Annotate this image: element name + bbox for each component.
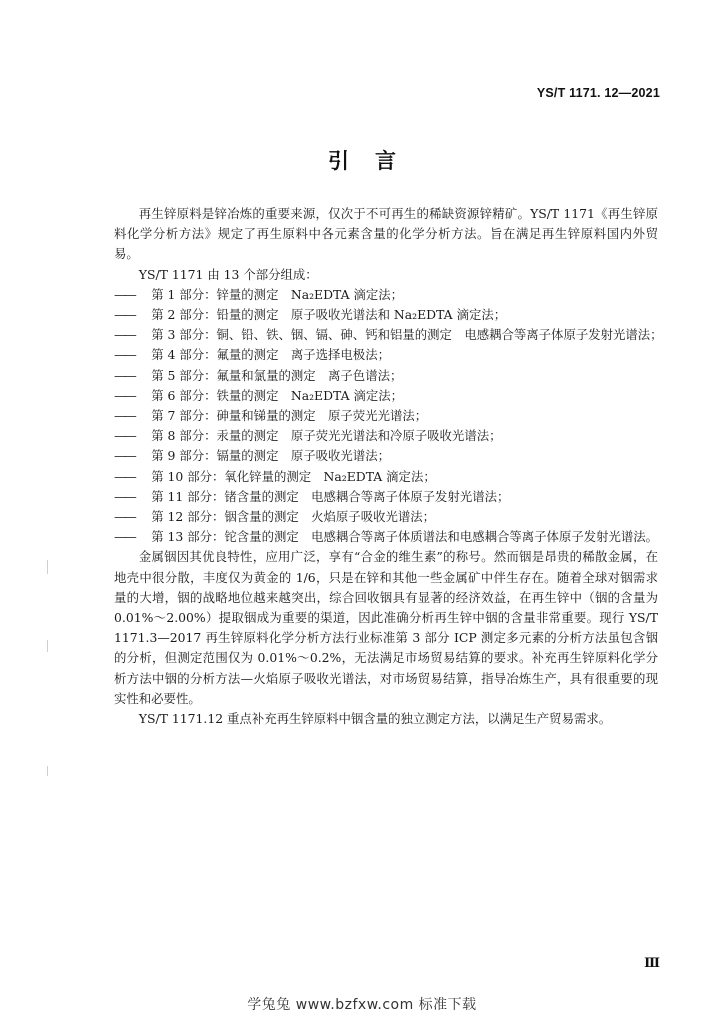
part-label: 第 12 部分：铟含量的测定 火焰原子吸收光谱法； <box>151 509 436 525</box>
part-label: 第 13 部分：铊含量的测定 电感耦合等离子体质谱法和电感耦合等离子体原子发射光谱法。 <box>151 529 659 545</box>
document-body <box>114 204 663 729</box>
dash-marker: —— <box>114 286 135 302</box>
list-item <box>114 467 658 487</box>
part-label: 第 4 部分：氟量的测定 离子选择电极法； <box>151 347 390 363</box>
page-number: Ⅲ <box>644 956 660 971</box>
dash-marker: —— <box>114 509 135 525</box>
list-item <box>114 285 658 305</box>
list-item <box>114 366 658 386</box>
list-item <box>114 487 658 507</box>
part-label: 第 7 部分：砷量和锑量的测定 原子荧光光谱法； <box>151 408 428 424</box>
dash-marker: —— <box>114 488 135 504</box>
dash-marker: —— <box>114 529 135 545</box>
part-label: 第 5 部分：氟量和氯量的测定 离子色谱法； <box>151 367 403 383</box>
dash-marker: —— <box>114 367 135 383</box>
list-item <box>114 345 658 365</box>
part-label: 第 3 部分：铜、铅、铁、铟、镉、砷、钙和铝量的测定 电感耦合等离子体原子发射光谱法； <box>151 327 663 343</box>
list-item <box>114 527 658 547</box>
scan-margin-line <box>47 640 48 652</box>
dash-marker: —— <box>114 387 135 403</box>
indium-paragraph: 金属铟因其优良特性，应用广泛，享有“合金的维生素”的称号。然而铟是昂贵的稀散金属，在地壳中很分散，丰度仅为黄金的 1/6，只是在锌和其他一些金属矿中伴生存在。随着全球对铟需求量的大增，铟的战略地位越来越突出，综合回收铟具有显著的经济效益，在再生锌中（铟的含量为 0.01%～2.00%）提取铟成为重要的渠道，因此准确分析再生锌中铟的含量非常重要。现行 YS/T 1171.3—2017 再生锌原料化学分析方法行业标准第 3 部分 ICP 测定多元素的分析方法虽包含铟的分析，但测定范围仅为 0.01%～0.2%，无法满足市场贸易结算的要求。补充再生锌原料化学分析方法中铟的分析方法—火焰原子吸收光谱法，对市场贸易结算，指导冶炼生产，具有很重要的现实性和必要性。 <box>114 549 658 706</box>
part-label: 第 11 部分：锗含量的测定 电感耦合等离子体原子发射光谱法； <box>151 488 510 504</box>
list-item <box>114 386 658 406</box>
dash-marker: —— <box>114 327 135 343</box>
list-item <box>114 426 658 446</box>
list-item <box>114 406 658 426</box>
dash-marker: —— <box>114 408 135 424</box>
list-item <box>114 507 658 527</box>
summary-paragraph: YS/T 1171.12 重点补充再生锌原料中铟含量的独立测定方法，以满足生产贸易需求。 <box>138 711 612 727</box>
scan-margin-line <box>47 560 48 574</box>
part-label: 第 6 部分：铁量的测定 Na₂EDTA 滴定法； <box>151 387 404 403</box>
dash-marker: —— <box>114 428 135 444</box>
part-label: 第 10 部分：氧化锌量的测定 Na₂EDTA 滴定法； <box>151 468 436 484</box>
parts-list <box>114 285 663 548</box>
dash-marker: —— <box>114 468 135 484</box>
part-label: 第 9 部分：镉量的测定 原子吸收光谱法； <box>151 448 390 464</box>
part-label: 第 8 部分：汞量的测定 原子荧光光谱法和冷原子吸收光谱法； <box>151 428 502 444</box>
standard-code: YS/T 1171. 12—2021 <box>536 86 660 100</box>
dash-marker: —— <box>114 448 135 464</box>
list-item <box>114 446 658 466</box>
parts-intro: YS/T 1171 由 13 个部分组成： <box>138 266 318 282</box>
dash-marker: —— <box>114 347 135 363</box>
part-label: 第 2 部分：铅量的测定 原子吸收光谱法和 Na₂EDTA 滴定法； <box>151 307 507 323</box>
intro-paragraph: 再生锌原料是锌冶炼的重要来源，仅次于不可再生的稀缺资源锌精矿。YS/T 1171《再生锌原料化学分析方法》规定了再生原料中各元素含量的化学分析方法。旨在满足再生锌原料国内外贸易。 <box>114 206 658 262</box>
scan-margin-line <box>47 766 48 776</box>
page-title: 引言 <box>328 149 422 173</box>
dash-marker: —— <box>114 307 135 323</box>
list-item <box>114 305 658 325</box>
part-label: 第 1 部分：锌量的测定 Na₂EDTA 滴定法； <box>151 286 404 302</box>
list-item <box>114 325 663 345</box>
watermark-text: 学兔兔 www.bzfxw.com 标准下载 <box>247 997 477 1013</box>
